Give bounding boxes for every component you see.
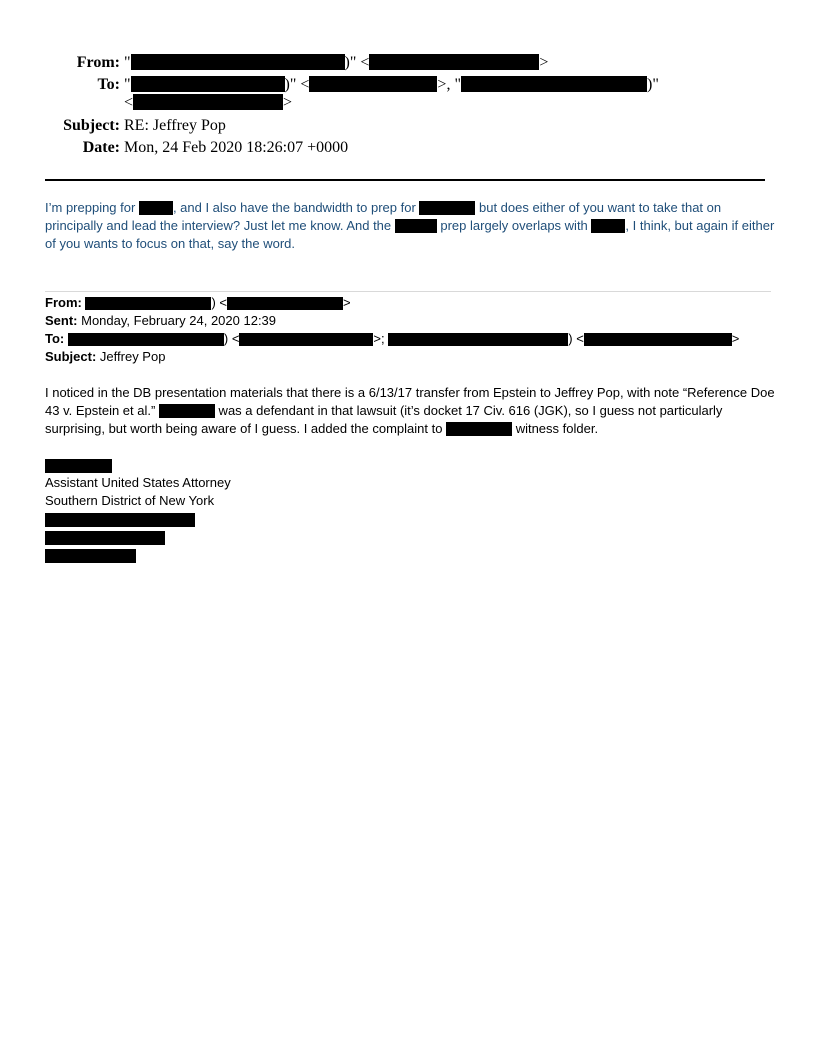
redaction [227,297,343,310]
redaction [133,94,283,110]
redaction [584,333,732,346]
redaction [369,54,539,70]
original-text: I noticed in the DB presentation materials that there is a 6/13/17 transfer from Epstein to Jeffrey Pop, with note “Reference Doe 43 v. Epstein et al.” [45,385,775,418]
subject-label: Subject: [63,117,120,134]
reply-text: , and I also have the bandwidth to prep for [172,200,420,215]
signature-address-redaction [45,513,195,527]
redaction [68,333,224,346]
to-row-continued: < > [124,94,293,111]
quote-divider [45,291,771,292]
subject-value: RE: Jeffrey Pop [124,117,226,134]
signature-name-redaction [45,459,112,473]
to-row: To: " )" < >, " )" [40,75,659,95]
original-text: witness folder. [512,421,599,436]
orig-subject-label: Subject: [45,349,97,364]
from-label: From: [76,54,120,71]
orig-sent-row [45,312,276,330]
reply-text: , I think, but again if either of you wants to focus on that, say the word. [45,218,775,251]
original-text: was a defendant in that lawsuit (it’s docket 17 Civ. 616 (JGK), so I guess not particularly surprising, but worth being aware of I guess. I added the complaint to [45,403,723,436]
date-row [40,138,348,158]
reply-text: prep largely overlaps with [436,218,592,233]
redaction [139,201,173,215]
redaction [591,219,625,233]
date-value: Mon, 24 Feb 2020 18:26:07 +0000 [124,139,349,156]
redaction [131,54,345,70]
redaction [419,201,475,215]
orig-sent-value: Monday, February 24, 2020 12:39 [81,313,277,328]
to-label: To: [97,76,120,93]
orig-to-row: To: ) < >; ) < > [45,331,740,346]
reply-body [45,199,775,253]
from-row: From: " )" < > [40,53,548,73]
redaction [395,219,437,233]
original-body [45,384,775,438]
redaction [239,333,373,346]
redaction [85,297,211,310]
reply-text: but does either of you want to take that on principally and lead the interview? Just let me know. And the [45,200,722,233]
orig-from-label: From: [45,295,82,310]
redaction [131,76,285,92]
redaction [461,76,647,92]
redaction [388,333,568,346]
orig-subject-row [45,348,165,366]
date-label: Date: [82,139,120,156]
signature-phone-redaction [45,531,165,545]
orig-to-label: To: [45,331,65,346]
header-divider [45,179,765,181]
signature-email-redaction [45,549,136,563]
subject-row [40,116,226,136]
signature-office: Southern District of New York [45,493,215,508]
redaction [159,404,215,418]
orig-from-row: From: ) < > [45,295,351,310]
redaction [309,76,437,92]
reply-text: I’m prepping for [45,200,139,215]
orig-subject-value: Jeffrey Pop [99,349,166,364]
redaction [446,422,512,436]
orig-sent-label: Sent: [45,313,78,328]
signature-title: Assistant United States Attorney [45,475,231,490]
